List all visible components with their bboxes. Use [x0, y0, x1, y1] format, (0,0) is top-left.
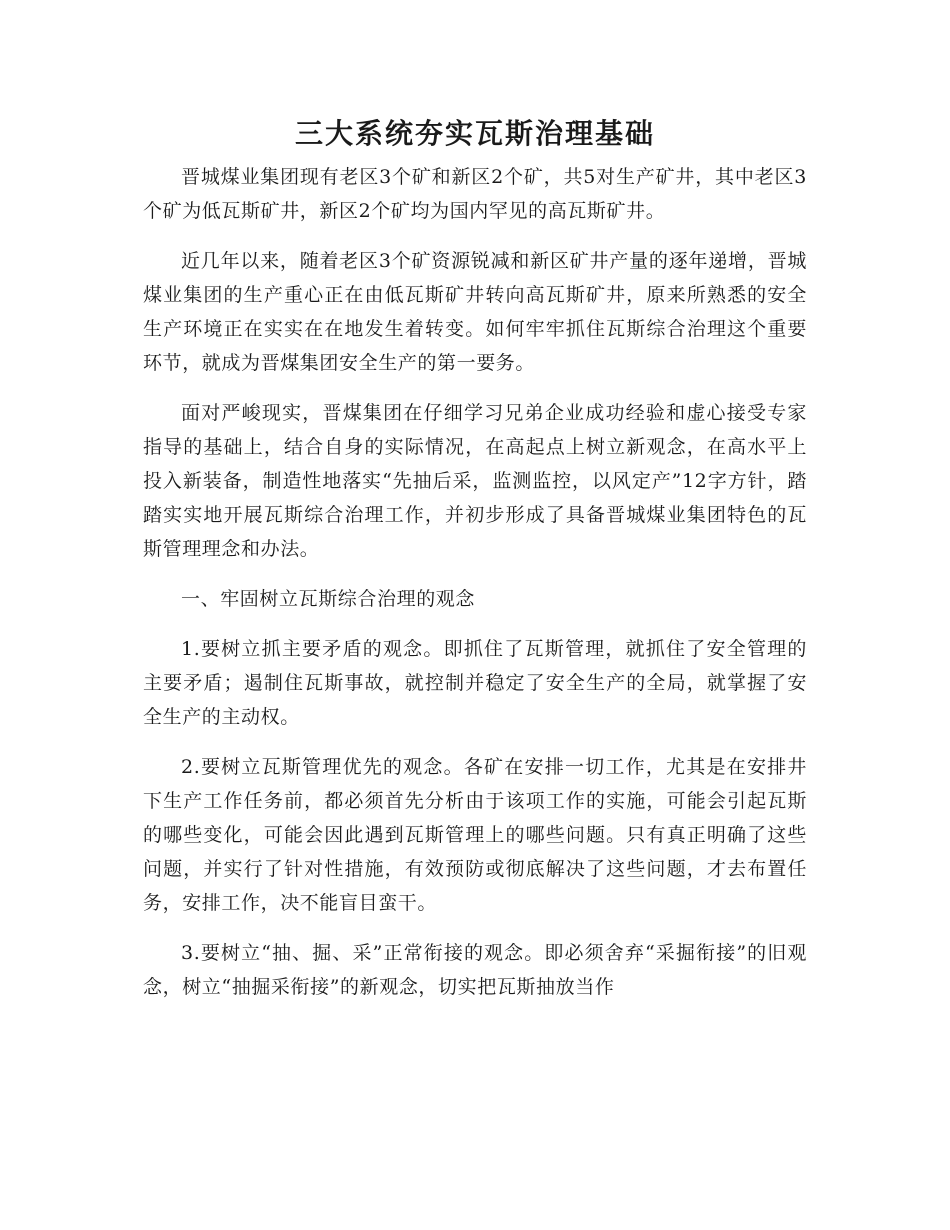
list-item-1: 1.要树立抓主要矛盾的观念。即抓住了瓦斯管理，就抓住了安全管理的主要矛盾；遏制住瓦斯事故，就控制并稳定了安全生产的全局，就掌握了安全生产的主动权。	[143, 638, 807, 728]
document-body	[143, 112, 807, 1020]
paragraph-approach: 面对严峻现实，晋煤集团在仔细学习兄弟企业成功经验和虚心接受专家指导的基础上，结合自身的实际情况，在高起点上树立新观念，在高水平上投入新装备，制造性地落实“先抽后采，监测监控，以风定产”12字方针，踏踏实实地开展瓦斯综合治理工作，并初步形成了具备晋城煤业集团特色的瓦斯管理理念和办法。	[143, 402, 807, 560]
section-heading-1: 一、牢固树立瓦斯综合治理的观念	[181, 588, 476, 610]
paragraph-intro: 晋城煤业集团现有老区3个矿和新区2个矿，共5对生产矿井，其中老区3个矿为低瓦斯矿井，新区2个矿均为国内罕见的高瓦斯矿井。	[143, 166, 807, 222]
paragraph-background: 近几年以来，随着老区3个矿资源锐减和新区矿井产量的逐年递增，晋城煤业集团的生产重心正在由低瓦斯矿井转向高瓦斯矿井，原来所熟悉的安全生产环境正在实实在在地发生着转变。如何牢牢抓住瓦斯综合治理这个重要环节，就成为晋煤集团安全生产的第一要务。	[143, 250, 807, 374]
list-item-2: 2.要树立瓦斯管理优先的观念。各矿在安排一切工作，尤其是在安排井下生产工作任务前，都必须首先分析由于该项工作的实施，可能会引起瓦斯的哪些变化，可能会因此遇到瓦斯管理上的哪些问题。只有真正明确了这些问题，并实行了针对性措施，有效预防或彻底解决了这些问题，才去布置任务，安排工作，决不能盲目蛮干。	[143, 756, 807, 914]
list-item-3: 3.要树立“抽、掘、采”正常衔接的观念。即必须舍弃“采掘衔接”的旧观念，树立“抽掘采衔接”的新观念，切实把瓦斯抽放当作	[143, 942, 807, 998]
document-title: 三大系统夯实瓦斯治理基础	[294, 117, 655, 150]
